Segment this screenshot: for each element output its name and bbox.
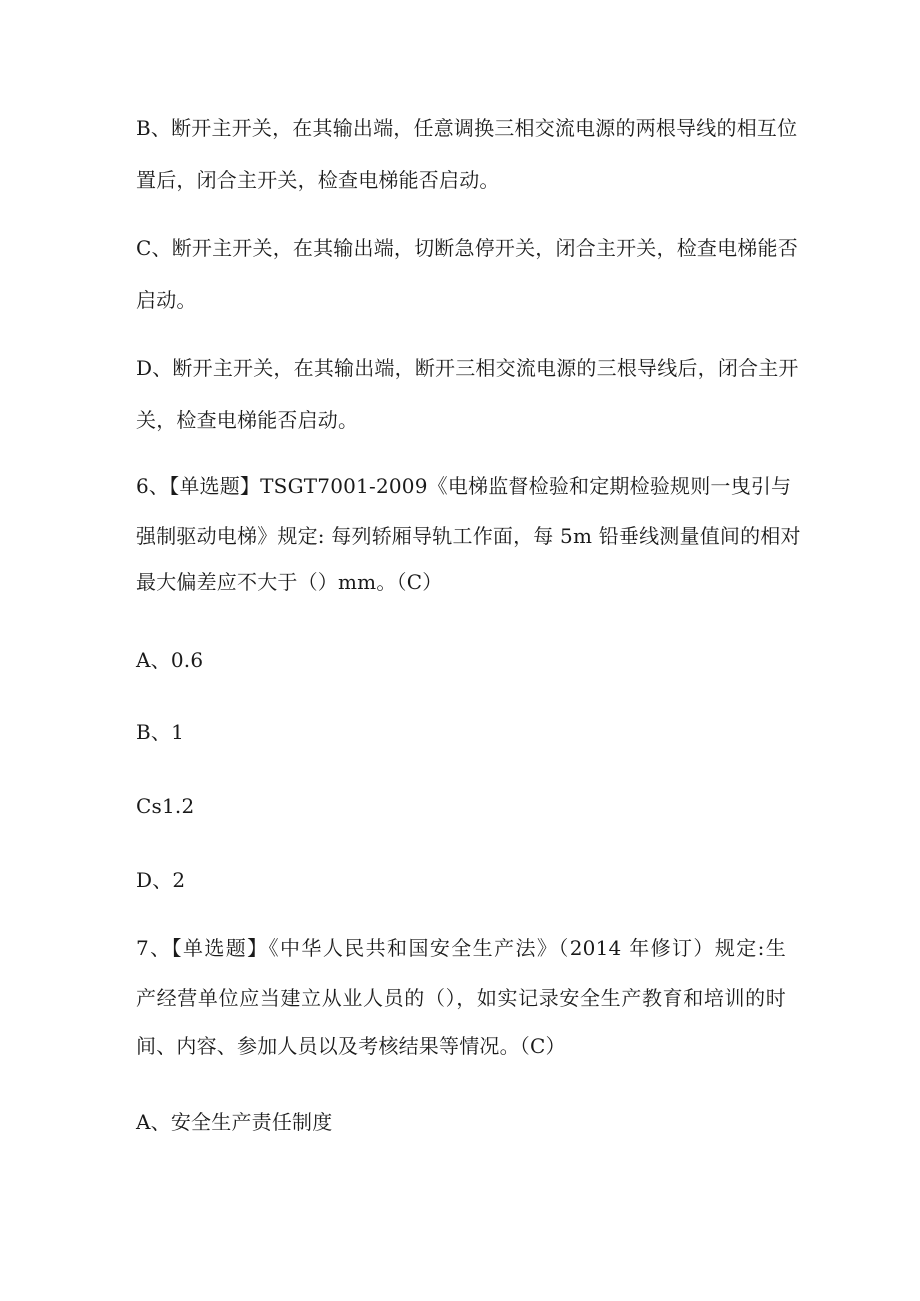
q6-option-d: D、2	[136, 868, 186, 892]
q6-option-c: Cs1.2	[136, 794, 195, 818]
option-b-line-1: B、断开主开关，在其输出端，任意调换三相交流电源的两根导线的相互位	[136, 116, 798, 140]
question-7-line-3: 间、内容、参加人员以及考核结果等情况。（C）	[136, 1034, 566, 1058]
question-7-line-2: 产经营单位应当建立从业人员的（），如实记录安全生产教育和培训的时	[136, 986, 786, 1010]
option-b-line-2: 置后，闭合主开关，检查电梯能否启动。	[136, 168, 500, 192]
q7-option-a: A、安全生产责任制度	[136, 1110, 333, 1134]
q6-option-b: B、1	[136, 720, 185, 744]
question-6-line-2: 强制驱动电梯》规定: 每列轿厢导轨工作面，每 5m 铅垂线测量值间的相对	[136, 524, 801, 548]
option-d-line-2: 关，检查电梯能否启动。	[136, 408, 359, 432]
question-6-line-1: 6、【单选题】TSGT7001-2009《电梯监督检验和定期检验规则一曳引与	[136, 474, 792, 498]
option-c-line-2: 启动。	[136, 288, 197, 312]
option-d-line-1: D、断开主开关，在其输出端，断开三相交流电源的三根导线后，闭合主开	[136, 356, 799, 380]
option-c-line-1: C、断开主开关，在其输出端，切断急停开关，闭合主开关，检查电梯能否	[136, 236, 798, 260]
question-7-line-1: 7、【单选题】《中华人民共和国安全生产法》（2014 年修订）规定:生	[136, 936, 786, 960]
question-6-line-3: 最大偏差应不大于（）mm。（C）	[136, 570, 443, 594]
q6-option-a: A、0.6	[136, 648, 204, 672]
